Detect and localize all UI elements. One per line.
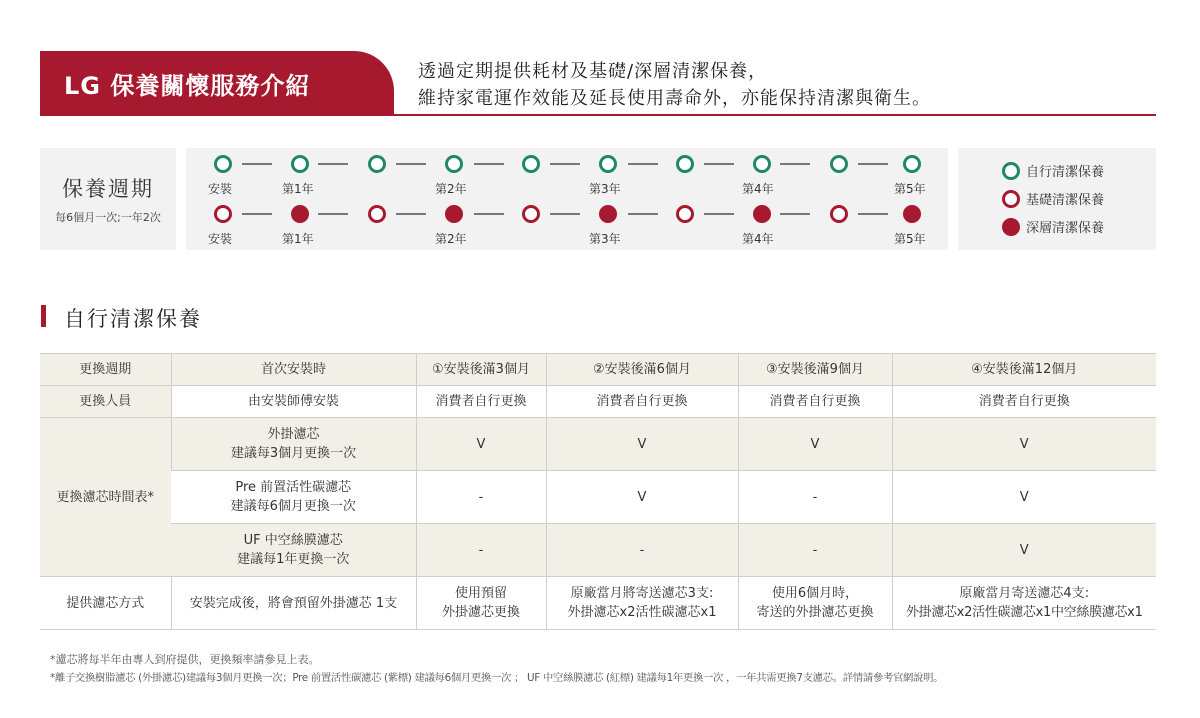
table-cell: 消費者自行更換	[416, 386, 546, 418]
timeline-node-deep	[445, 205, 463, 223]
table-cell: V	[892, 524, 1156, 577]
legend-label: 深層清潔保養	[1026, 221, 1105, 236]
row-header-person: 更換人員	[40, 386, 171, 418]
table-cell: 消費者自行更換	[546, 386, 738, 418]
timeline-node-self	[830, 155, 848, 173]
timeline-node-self	[214, 155, 232, 173]
filter-name-cell	[171, 418, 416, 471]
timeline-node-basic	[676, 205, 694, 223]
row-header-supply: 提供濾芯方式	[40, 577, 171, 630]
table-cell: ③安裝後滿9個月	[738, 354, 892, 386]
cell-line: 外掛濾芯更換	[441, 605, 520, 620]
footnotes	[50, 650, 943, 688]
header-description	[418, 58, 931, 112]
legend-item-basic	[1002, 189, 1104, 208]
green-circle-icon	[1002, 162, 1020, 180]
header-divider	[40, 114, 1156, 116]
table-cell: -	[546, 524, 738, 577]
filter-frequency: 建議每3個月更換一次	[230, 446, 357, 461]
cell-line: 外掛濾芯x2活性碳濾芯x1	[567, 605, 717, 620]
table-cell: 首次安裝時	[171, 354, 416, 386]
timeline-label: 第2年	[435, 182, 467, 196]
table-cell: V	[892, 418, 1156, 471]
timeline-node-self	[903, 155, 921, 173]
cell-line: 外掛濾芯x2活性碳濾芯x1中空絲膜濾芯x1	[905, 605, 1143, 620]
table-cell: 消費者自行更換	[738, 386, 892, 418]
timeline-node-deep	[753, 205, 771, 223]
timeline-row-self	[186, 150, 948, 198]
timeline-label: 第5年	[894, 182, 926, 196]
table-row	[40, 418, 1156, 471]
section-title: 自行清潔保養	[64, 307, 202, 331]
timeline-label: 安裝	[208, 232, 233, 246]
table-cell: V	[892, 471, 1156, 524]
timeline-node-deep	[903, 205, 921, 223]
table-cell	[416, 577, 546, 630]
header-desc-line1: 透過定期提供耗材及基礎/深層清潔保養，	[418, 61, 768, 82]
cycle-timeline	[186, 148, 948, 250]
legend-item-deep	[1002, 217, 1104, 236]
timeline-label: 第1年	[282, 232, 314, 246]
timeline-node-self	[599, 155, 617, 173]
page-title: LG 保養關懷服務介紹	[64, 71, 311, 100]
table-cell: ④安裝後滿12個月	[892, 354, 1156, 386]
legend-item-self	[1002, 161, 1104, 180]
filled-red-circle-icon	[1002, 218, 1020, 236]
row-header-schedule: 更換濾芯時間表*	[40, 418, 171, 577]
table-cell	[546, 577, 738, 630]
table-cell: -	[416, 471, 546, 524]
filter-name: Pre 前置活性碳濾芯	[235, 480, 352, 495]
row-header-period: 更換週期	[40, 354, 171, 386]
table-cell: ②安裝後滿6個月	[546, 354, 738, 386]
cell-line: 寄送的外掛濾芯更換	[756, 605, 874, 620]
red-circle-icon	[1002, 190, 1020, 208]
timeline-node-self	[445, 155, 463, 173]
table-cell: -	[738, 471, 892, 524]
timeline-label: 安裝	[208, 182, 233, 196]
footnote: *離子交換樹脂濾芯 (外掛濾芯)建議每3個月更換一次；Pre 前置活性碳濾芯 (紫標) 建議每6個月更換一次 ； UF 中空絲膜濾芯 (紅標) 建議每1年更換一次 ，一年共需更換7支濾芯。詳情請參考官網說明。	[50, 672, 944, 684]
filter-frequency: 建議每1年更換一次	[237, 552, 350, 567]
cycle-title: 保養週期	[62, 177, 154, 201]
table-cell: 安裝完成後，將會預留外掛濾芯 1支	[171, 577, 416, 630]
timeline-node-self	[522, 155, 540, 173]
timeline-label: 第2年	[435, 232, 467, 246]
cycle-label-box	[40, 148, 176, 250]
table-cell: 由安裝師傅安裝	[171, 386, 416, 418]
legend-label: 自行清潔保養	[1026, 165, 1105, 180]
timeline-label: 第4年	[742, 232, 774, 246]
footnote: *濾芯將每半年由專人到府提供，更換頻率請參見上表。	[50, 653, 320, 666]
table-row	[40, 386, 1156, 418]
timeline-node-self	[368, 155, 386, 173]
timeline-label: 第4年	[742, 182, 774, 196]
header-desc-line2: 維持家電運作效能及延長使用壽命外，亦能保持清潔與衛生。	[418, 88, 931, 109]
timeline-node-basic	[830, 205, 848, 223]
table-cell: V	[738, 418, 892, 471]
table-cell	[892, 577, 1156, 630]
filter-name-cell	[171, 524, 416, 577]
table-row	[40, 354, 1156, 386]
filter-name: UF 中空絲膜濾芯	[243, 533, 343, 548]
table-row	[40, 524, 1156, 577]
timeline-node-self	[676, 155, 694, 173]
timeline-node-self	[291, 155, 309, 173]
timeline-node-self	[753, 155, 771, 173]
legend-label: 基礎清潔保養	[1026, 193, 1105, 208]
table-cell: -	[738, 524, 892, 577]
table-cell: V	[546, 471, 738, 524]
cell-line: 原廠當月將寄送濾芯3支:	[570, 586, 714, 601]
cell-line: 使用6個月時，	[771, 586, 859, 601]
cell-line: 使用預留	[454, 586, 507, 601]
filter-name: 外掛濾芯	[267, 427, 320, 442]
legend	[958, 148, 1156, 250]
timeline-label: 第1年	[282, 182, 314, 196]
table-cell: ①安裝後滿3個月	[416, 354, 546, 386]
timeline-node-deep	[291, 205, 309, 223]
cycle-subtitle: 每6個月一次;一年2次	[55, 211, 161, 224]
table-cell: V	[546, 418, 738, 471]
timeline-row-basic-deep	[186, 200, 948, 248]
timeline-node-basic	[368, 205, 386, 223]
timeline-label: 第3年	[589, 232, 621, 246]
filter-name-cell	[171, 471, 416, 524]
section-accent-bar	[41, 305, 46, 327]
table-cell: -	[416, 524, 546, 577]
page-title-banner	[40, 51, 394, 115]
table-row	[40, 471, 1156, 524]
timeline-label: 第5年	[894, 232, 926, 246]
table-cell: V	[416, 418, 546, 471]
timeline-node-deep	[599, 205, 617, 223]
table-row	[40, 577, 1156, 630]
filter-frequency: 建議每6個月更換一次	[230, 499, 356, 514]
table-cell: 消費者自行更換	[892, 386, 1156, 418]
timeline-label: 第3年	[589, 182, 621, 196]
filter-schedule-table	[40, 353, 1156, 630]
timeline-node-basic	[214, 205, 232, 223]
table-cell	[738, 577, 892, 630]
cell-line: 原廠當月寄送濾芯4支:	[959, 586, 1090, 601]
timeline-node-basic	[522, 205, 540, 223]
